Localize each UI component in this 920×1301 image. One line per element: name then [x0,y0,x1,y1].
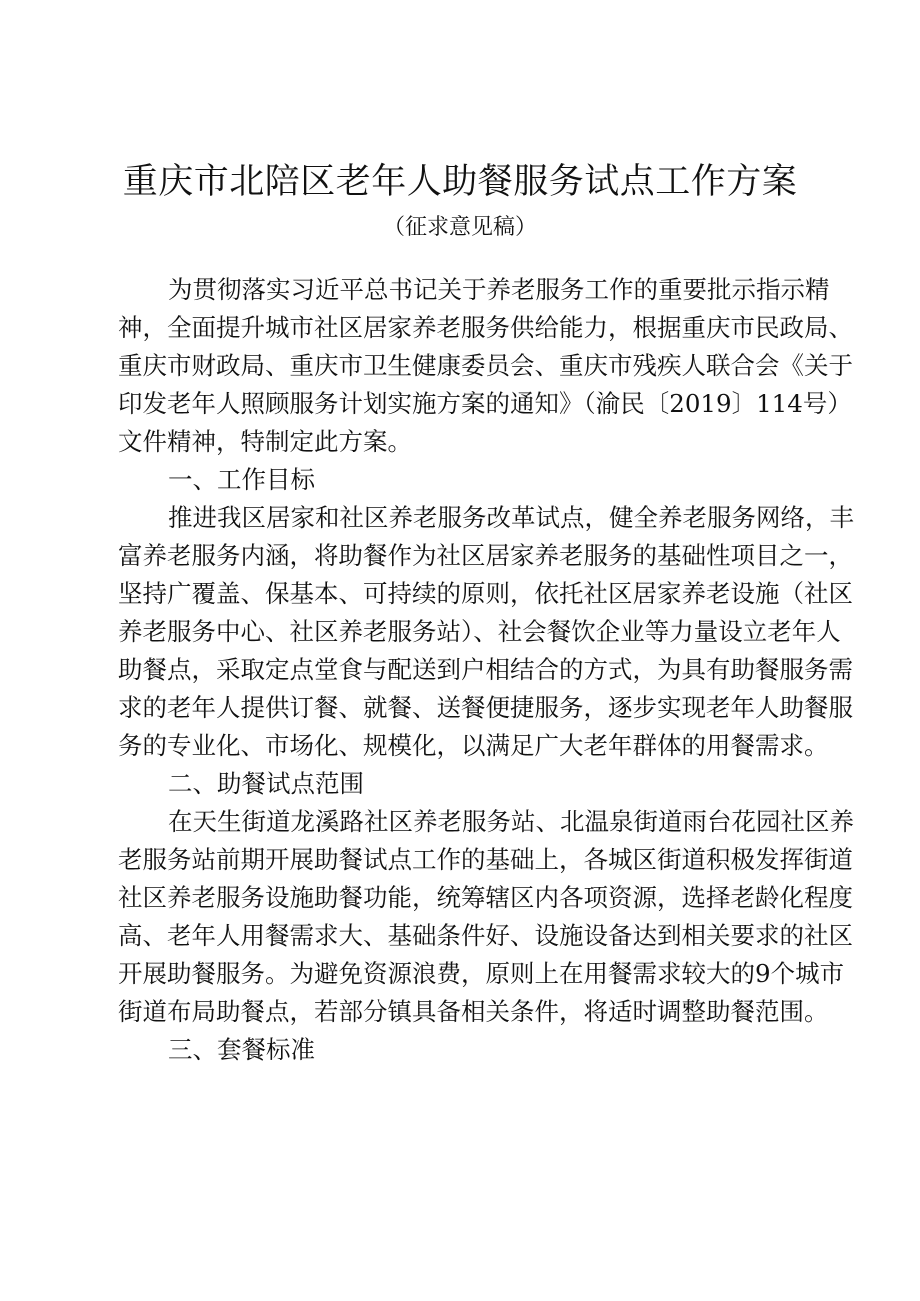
paragraph-line: 开展助餐服务。为避免资源浪费，原则上在用餐需求较大的9个城市 [118,959,845,988]
paragraph-line: 神，全面提升城市社区居家养老服务供给能力，根据重庆市民政局、 [118,313,853,342]
paragraph-line: 文件精神，特制定此方案。 [118,427,412,456]
paragraph-line: 印发老年人照顾服务计划实施方案的通知》（渝民〔2019〕114号） [118,389,852,418]
document-title: 重庆市北陪区老年人助餐服务试点工作方案 [122,162,798,202]
paragraph-line: 街道布局助餐点，若部分镇具备相关条件，将适时调整助餐范围。 [118,997,829,1026]
paragraph-line: 高、老年人用餐需求大、基础条件好、设施设备达到相关要求的社区 [118,921,853,950]
paragraph-line: 在天生街道龙溪路社区养老服务站、北温泉街道雨台花园社区养 [168,807,854,836]
paragraph-line: 推进我区居家和社区养老服务改革试点，健全养老服务网络，丰 [168,503,854,532]
paragraph-line: 老服务站前期开展助餐试点工作的基础上，各城区街道积极发挥街道 [118,845,853,874]
paragraph-line: 为贯彻落实习近平总书记关于养老服务工作的重要批示指示精 [168,275,830,304]
paragraph-line: 富养老服务内涵，将助餐作为社区居家养老服务的基础性项目之一， [118,541,853,570]
paragraph-line: 社区养老服务设施助餐功能，统筹辖区内各项资源，选择老龄化程度 [118,883,853,912]
section-heading-1: 一、工作目标 [168,465,315,494]
paragraph-line: 养老服务中心、社区养老服务站）、社会餐饮企业等力量设立老年人 [118,617,841,646]
section-heading-2: 二、助餐试点范围 [168,769,364,798]
section-heading-3: 三、套餐标准 [168,1035,315,1064]
paragraph-line: 务的专业化、市场化、规模化，以满足广大老年群体的用餐需求。 [118,731,829,760]
paragraph-line: 坚持广覆盖、保基本、可持续的原则，依托社区居家养老设施（社区 [118,579,853,608]
document-subtitle: （征求意见稿） [382,215,537,240]
paragraph-line: 求的老年人提供订餐、就餐、送餐便捷服务，逐步实现老年人助餐服 [118,693,853,722]
paragraph-line: 助餐点，采取定点堂食与配送到户相结合的方式，为具有助餐服务需 [118,655,853,684]
paragraph-line: 重庆市财政局、重庆市卫生健康委员会、重庆市残疾人联合会《关于 [118,351,853,380]
